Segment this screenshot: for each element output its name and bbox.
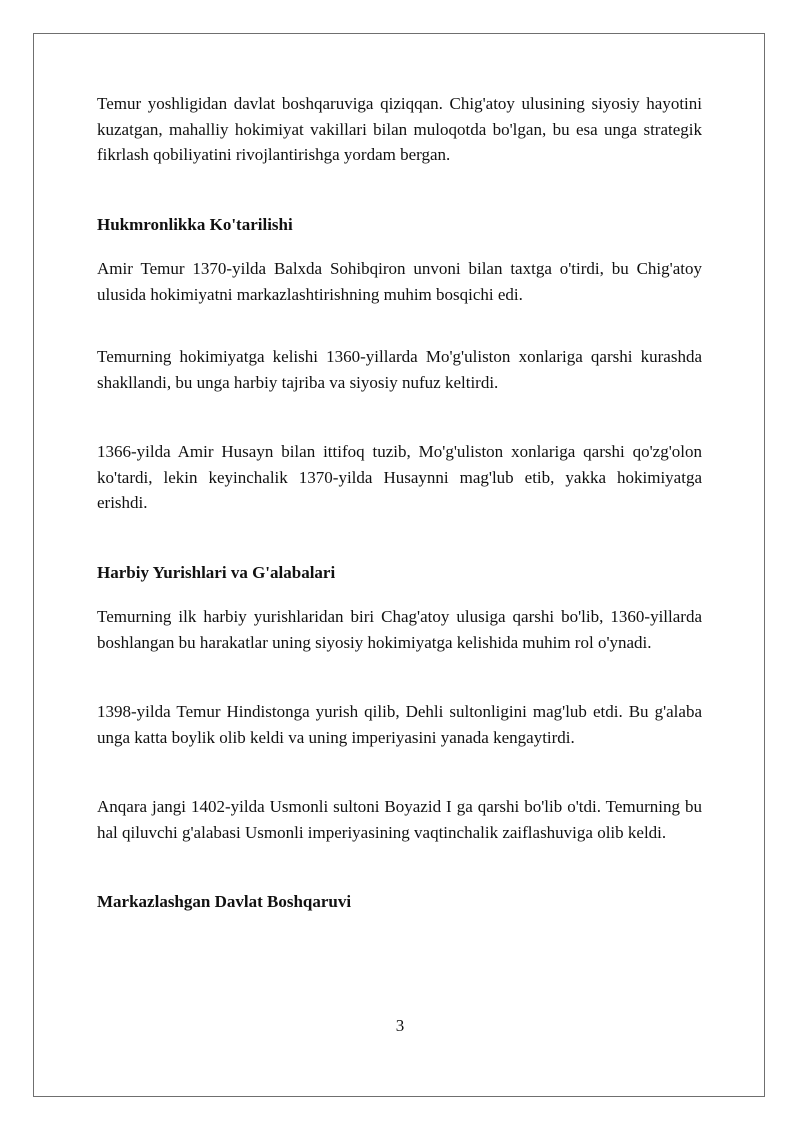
page-number: 3 (395, 1016, 405, 1035)
paragraph-mogulistan-struggle: Temurning hokimiyatga kelishi 1360-yillarda Mo'g'uliston xonlariga qarshi kurashda shakllandi, bu unga harbiy tajriba va siyosiy nufuz keltirdi. (97, 347, 702, 392)
document-body (97, 91, 702, 915)
paragraph-husayn-alliance: 1366-yilda Amir Husayn bilan ittifoq tuzib, Mo'g'uliston xonlariga qarshi qo'zg'olon ko'tardi, lekin keyinchalik 1370-yilda Husaynni mag'lub etib, yakka hokimiyatga erishdi. (97, 442, 702, 512)
paragraph-india-campaign: 1398-yilda Temur Hindistonga yurish qilib, Dehli sultonligini mag'lub etdi. Bu g'alaba unga katta boylik olib keldi va uning imperiyasini yanada kengaytirdi. (97, 702, 702, 747)
paragraph-ankara-battle: Anqara jangi 1402-yilda Usmonli sultoni Boyazid I ga qarshi bo'lib o'tdi. Temurning bu hal qiluvchi g'alabasi Usmonli imperiyasining vaqtinchalik zaiflashuviga olib keldi. (97, 797, 702, 842)
paragraph-sohibqiron-1370: Amir Temur 1370-yilda Balxda Sohibqiron unvoni bilan taxtga o'tirdi, bu Chig'atoy ulusida hokimiyatni markazlashtirishning muhim bosqichi edi. (97, 259, 702, 304)
heading-centralized-governance: Markazlashgan Davlat Boshqaruvi (97, 892, 352, 911)
heading-military-campaigns: Harbiy Yurishlari va G'alabalari (97, 562, 336, 582)
paragraph-first-campaigns: Temurning ilk harbiy yurishlaridan biri Chag'atoy ulusiga qarshi bo'lib, 1360-yillarda boshlangan bu harakatlar uning siyosiy hokimiyatga kelishida muhim rol o'ynadi. (97, 607, 702, 652)
paragraph-temur-youth: Temur yoshligidan davlat boshqaruviga qiziqqan. Chig'atoy ulusining siyosiy hayotini kuzatgan, mahalliy hokimiyat vakillari bilan muloqotda bo'lgan, bu esa unga strategik fikrlash qobiliyatini rivojlantirishga yordam bergan. (97, 94, 702, 164)
heading-rise-to-power: Hukmronlikka Ko'tarilishi (97, 214, 293, 234)
